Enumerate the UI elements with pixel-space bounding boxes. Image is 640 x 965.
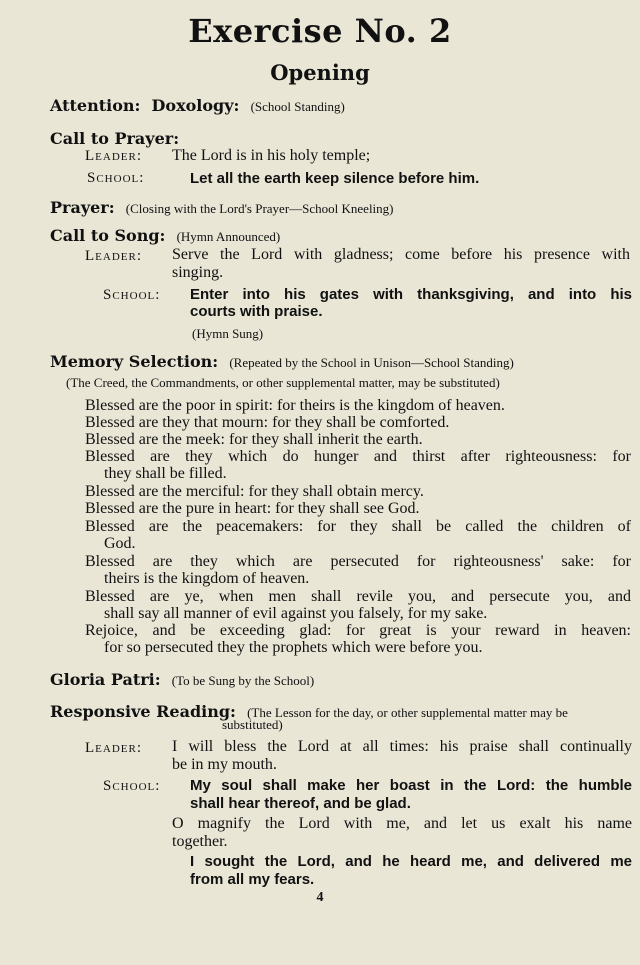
call-to-prayer-heading: Call to Prayer: bbox=[50, 129, 180, 148]
call-to-song-label: Call to Song: bbox=[50, 226, 166, 245]
leader-text: Serve the Lord with gladness; come before his presence with bbox=[172, 246, 630, 263]
verse-line: Blessed are ye, when men shall revile you, and persecute you, and bbox=[85, 588, 631, 605]
leader-text: The Lord is in his holy temple; bbox=[172, 147, 371, 164]
school-label: School: bbox=[103, 287, 161, 303]
verse-line: Blessed are they that mourn: for they shall be comforted. bbox=[85, 414, 450, 431]
school-text: Let all the earth keep silence before him. bbox=[190, 170, 480, 187]
page-title: Exercise No. 2 bbox=[188, 12, 452, 50]
section-subtitle: Opening bbox=[270, 60, 370, 85]
verse-line: shall say all manner of evil against you falsely, for my sake. bbox=[104, 605, 488, 622]
verse-line: Blessed are the meek: for they shall inherit the earth. bbox=[85, 431, 423, 448]
responsive-reading-heading bbox=[50, 702, 568, 721]
leader-text: I will bless the Lord at all times: his praise shall continually bbox=[172, 738, 632, 755]
gloria-patri-label: Gloria Patri: bbox=[50, 670, 161, 689]
memory-selection-heading bbox=[50, 352, 514, 371]
attention-heading bbox=[50, 96, 345, 115]
responsive-reading-label: Responsive Reading: bbox=[50, 702, 236, 721]
school-text: courts with praise. bbox=[190, 303, 323, 320]
leader-label: Leader: bbox=[85, 740, 142, 756]
attention-label: Attention: bbox=[50, 96, 141, 115]
doxology-label: Doxology: bbox=[151, 96, 240, 115]
verse-line: they shall be filled. bbox=[104, 465, 227, 482]
call-to-song-note: (Hymn Announced) bbox=[176, 229, 281, 244]
school-text: shall hear thereof, and be glad. bbox=[190, 795, 411, 812]
verse-line: Blessed are the pure in heart: for they shall see God. bbox=[85, 500, 420, 517]
school-text: I sought the Lord, and he heard me, and delivered me bbox=[190, 853, 632, 870]
call-to-song-heading bbox=[50, 226, 280, 245]
verse-line: God. bbox=[104, 535, 136, 552]
verse-line: theirs is the kingdom of heaven. bbox=[104, 570, 310, 587]
page-number: 4 bbox=[316, 890, 324, 905]
verse-line: Blessed are the merciful: for they shall obtain mercy. bbox=[85, 483, 424, 500]
verse-line: Blessed are they which are persecuted for righteousness' sake: for bbox=[85, 553, 631, 570]
attention-note: (School Standing) bbox=[250, 99, 345, 114]
leader-text: O magnify the Lord with me, and let us exalt his name bbox=[172, 815, 632, 832]
responsive-reading-note: substituted) bbox=[222, 717, 283, 732]
school-text: Enter into his gates with thanksgiving, and into his bbox=[190, 286, 632, 303]
school-text: My soul shall make her boast in the Lord: the humble bbox=[190, 777, 632, 794]
responsive-reading-note: (The Lesson for the day, or other supplemental matter may be bbox=[247, 705, 568, 720]
leader-text: singing. bbox=[172, 264, 224, 281]
school-text: from all my fears. bbox=[190, 871, 315, 888]
leader-label: Leader: bbox=[85, 248, 142, 264]
prayer-label: Prayer: bbox=[50, 198, 115, 217]
prayer-note: (Closing with the Lord's Prayer—School Kneeling) bbox=[125, 201, 394, 216]
verse-line: Blessed are they which do hunger and thirst after righteousness: for bbox=[85, 448, 631, 465]
verse-line: Blessed are the peacemakers: for they shall be called the children of bbox=[85, 518, 631, 535]
verse-line: Blessed are the poor in spirit: for theirs is the kingdom of heaven. bbox=[85, 397, 505, 414]
school-label: School: bbox=[103, 778, 161, 794]
verse-line: Rejoice, and be exceeding glad: for great is your reward in heaven: bbox=[85, 622, 631, 639]
leader-text: together. bbox=[172, 833, 228, 850]
gloria-patri-heading bbox=[50, 670, 314, 689]
substitute-note: (The Creed, the Commandments, or other supplemental matter, may be substituted) bbox=[66, 375, 500, 390]
memory-selection-note: (Repeated by the School in Unison—School Standing) bbox=[229, 355, 514, 370]
school-label: School: bbox=[87, 170, 145, 186]
leader-text: be in my mouth. bbox=[172, 756, 277, 773]
hymn-sung-note: (Hymn Sung) bbox=[192, 326, 264, 341]
gloria-patri-note: (To be Sung by the School) bbox=[171, 673, 315, 688]
memory-selection-label: Memory Selection: bbox=[50, 352, 219, 371]
verse-line: for so persecuted they the prophets which were before you. bbox=[104, 639, 483, 656]
leader-label: Leader: bbox=[85, 148, 142, 164]
prayer-heading bbox=[50, 198, 394, 217]
